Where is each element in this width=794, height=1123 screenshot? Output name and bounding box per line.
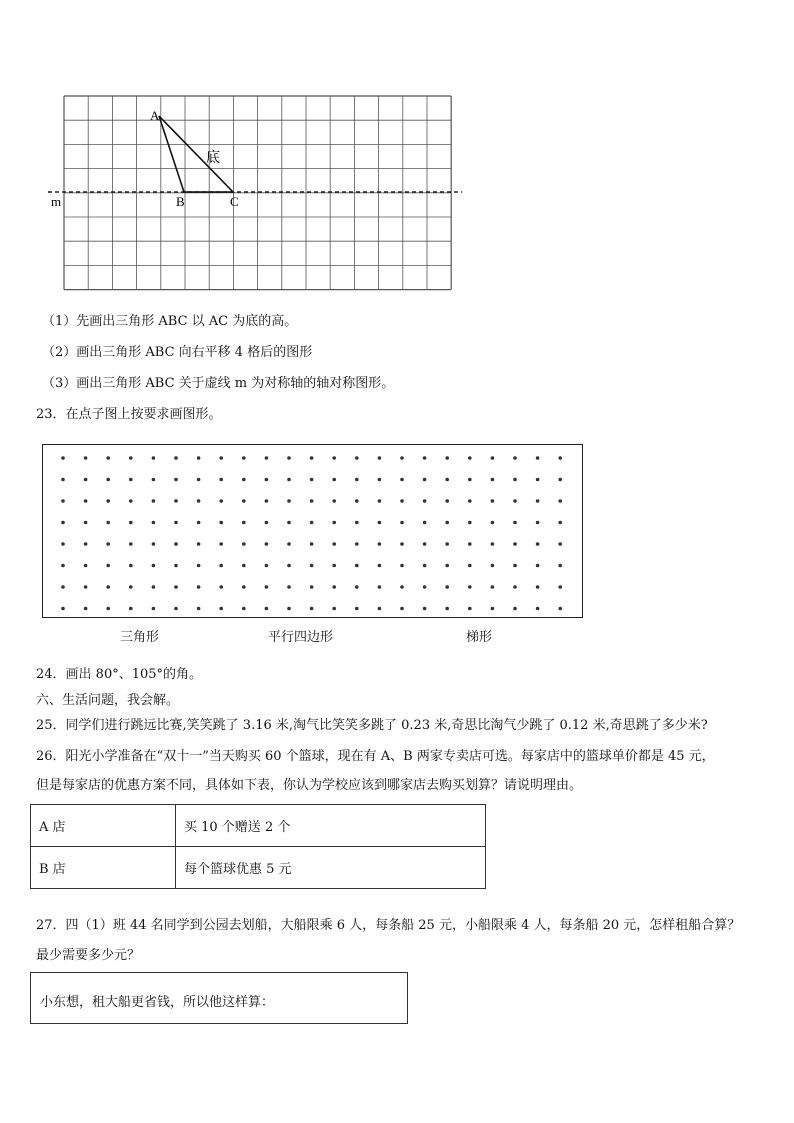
dot	[445, 456, 449, 460]
dot	[287, 564, 291, 568]
dot	[152, 542, 156, 546]
dot	[197, 499, 201, 503]
dot	[400, 521, 404, 525]
dot	[378, 478, 382, 482]
dot-paper	[42, 444, 583, 618]
dot	[310, 564, 314, 568]
dot	[332, 607, 336, 611]
dot	[491, 585, 495, 589]
dot	[513, 456, 517, 460]
dot	[152, 607, 156, 611]
label-trapezoid: 梯形	[466, 630, 493, 645]
dot	[152, 521, 156, 525]
dot	[491, 607, 495, 611]
dot	[355, 456, 359, 460]
dot	[61, 607, 65, 611]
dot	[400, 499, 404, 503]
dot	[106, 564, 110, 568]
dot	[378, 499, 382, 503]
dot	[61, 585, 65, 589]
label-parallelogram: 平行四边形	[268, 630, 334, 645]
dot	[355, 542, 359, 546]
dot	[174, 564, 178, 568]
dot	[332, 478, 336, 482]
dot	[355, 499, 359, 503]
dot	[219, 478, 223, 482]
dot	[468, 521, 472, 525]
dot	[152, 585, 156, 589]
label-b: B	[176, 194, 185, 209]
grid-figure	[46, 92, 466, 292]
dot	[445, 521, 449, 525]
dot	[61, 521, 65, 525]
dot	[445, 585, 449, 589]
dot	[491, 542, 495, 546]
dot	[129, 564, 133, 568]
dot	[219, 607, 223, 611]
offer-cell: 每个篮球优惠 5 元	[176, 847, 486, 889]
dot	[491, 521, 495, 525]
dot	[400, 564, 404, 568]
grid-lines	[64, 96, 451, 290]
dot	[310, 456, 314, 460]
dot	[61, 542, 65, 546]
dot	[536, 499, 540, 503]
dot	[129, 456, 133, 460]
dot	[400, 585, 404, 589]
dot	[287, 521, 291, 525]
dot	[513, 521, 517, 525]
dot	[242, 542, 246, 546]
answer-box	[30, 972, 408, 1024]
dot	[400, 542, 404, 546]
dot	[106, 478, 110, 482]
dot	[355, 521, 359, 525]
dot	[129, 478, 133, 482]
dot	[61, 456, 65, 460]
dot	[558, 478, 562, 482]
dot	[445, 478, 449, 482]
dot	[61, 499, 65, 503]
dot	[355, 607, 359, 611]
dot	[129, 585, 133, 589]
dot	[558, 499, 562, 503]
dot	[197, 564, 201, 568]
dot	[536, 542, 540, 546]
dot	[558, 607, 562, 611]
dot	[491, 456, 495, 460]
dot	[468, 607, 472, 611]
dot	[197, 607, 201, 611]
dot	[287, 456, 291, 460]
dot	[332, 564, 336, 568]
dot	[242, 521, 246, 525]
dot	[310, 542, 314, 546]
dot	[491, 499, 495, 503]
dot	[558, 564, 562, 568]
label-a: A	[150, 108, 160, 123]
dot	[513, 478, 517, 482]
dot	[423, 521, 427, 525]
dot	[152, 478, 156, 482]
dot	[106, 456, 110, 460]
dot	[265, 585, 269, 589]
dot	[219, 499, 223, 503]
dot	[152, 499, 156, 503]
dot	[513, 585, 517, 589]
q22-part-3: （3）画出三角形 ABC 关于虚线 m 为对称轴的轴对称图形。	[42, 376, 395, 391]
dot	[84, 564, 88, 568]
dot	[197, 542, 201, 546]
dot	[61, 564, 65, 568]
dot	[84, 542, 88, 546]
dot	[423, 499, 427, 503]
dot	[536, 585, 540, 589]
dot	[174, 478, 178, 482]
dot	[106, 585, 110, 589]
dot	[129, 521, 133, 525]
dot	[468, 542, 472, 546]
dot	[378, 607, 382, 611]
dot	[197, 478, 201, 482]
dot	[242, 607, 246, 611]
dot	[423, 564, 427, 568]
dot	[152, 564, 156, 568]
dot	[536, 564, 540, 568]
dot	[445, 542, 449, 546]
dot	[174, 499, 178, 503]
dot	[84, 478, 88, 482]
dot	[310, 585, 314, 589]
dot	[242, 564, 246, 568]
dot	[445, 607, 449, 611]
dot	[558, 456, 562, 460]
dot	[84, 607, 88, 611]
dot	[129, 542, 133, 546]
dot	[152, 456, 156, 460]
triangle-abc	[159, 116, 233, 192]
dot	[332, 542, 336, 546]
dot	[400, 456, 404, 460]
label-c: C	[230, 194, 239, 209]
dot	[558, 542, 562, 546]
dot	[197, 585, 201, 589]
dot	[219, 564, 223, 568]
dot	[174, 585, 178, 589]
dot	[174, 521, 178, 525]
dot	[84, 499, 88, 503]
store-cell: A 店	[31, 805, 176, 847]
dot	[129, 499, 133, 503]
dot	[513, 607, 517, 611]
dot	[265, 542, 269, 546]
dot	[310, 607, 314, 611]
q26-line-1: 26．阳光小学准备在“双十一”当天购买 60 个篮球，现在有 A、B 两家专卖店可选。每家店中的篮球单价都是 45 元，	[36, 749, 715, 764]
dot	[355, 478, 359, 482]
dot	[332, 521, 336, 525]
dot	[287, 478, 291, 482]
dot	[400, 478, 404, 482]
dot	[174, 542, 178, 546]
dot-grid	[43, 445, 581, 616]
dot	[378, 585, 382, 589]
dot	[219, 585, 223, 589]
label-base: 底	[206, 150, 220, 166]
dot	[536, 607, 540, 611]
dot	[378, 542, 382, 546]
dot	[378, 521, 382, 525]
dot	[468, 564, 472, 568]
dot	[491, 564, 495, 568]
q27-line-2: 最少需要多少元？	[36, 948, 141, 963]
dot	[468, 585, 472, 589]
dot	[310, 499, 314, 503]
dot	[106, 542, 110, 546]
answer-box-text: 小东想，租大船更省钱，所以他这样算：	[40, 995, 275, 1010]
q22-part-2: （2）画出三角形 ABC 向右平移 4 格后的图形	[42, 345, 313, 360]
dot	[423, 542, 427, 546]
dot	[536, 521, 540, 525]
dot	[84, 456, 88, 460]
dot	[423, 585, 427, 589]
dot	[197, 521, 201, 525]
dot	[423, 478, 427, 482]
dot	[219, 542, 223, 546]
dot	[468, 478, 472, 482]
q25-text: 25．同学们进行跳远比赛,笑笑跳了 3.16 米,淘气比笑笑多跳了 0.23 米,奇思比淘气少跳了 0.12 米,奇思跳了多少米?	[36, 718, 708, 733]
dot	[242, 585, 246, 589]
dot	[129, 607, 133, 611]
dot	[513, 542, 517, 546]
label-triangle: 三角形	[120, 630, 160, 645]
offer-cell: 买 10 个赠送 2 个	[176, 805, 486, 847]
dot	[106, 499, 110, 503]
dot	[491, 478, 495, 482]
dot	[287, 542, 291, 546]
dot	[174, 456, 178, 460]
dot	[106, 521, 110, 525]
dot	[513, 499, 517, 503]
dot	[84, 585, 88, 589]
dot	[242, 478, 246, 482]
offer-table	[30, 804, 486, 889]
dot	[445, 499, 449, 503]
dot	[265, 499, 269, 503]
dot	[468, 499, 472, 503]
store-cell: B 店	[31, 847, 176, 889]
dot	[378, 456, 382, 460]
section-6-heading: 六、生活问题，我会解。	[36, 693, 180, 708]
label-m: m	[51, 194, 62, 209]
dot	[536, 478, 540, 482]
dot	[423, 456, 427, 460]
dot	[558, 585, 562, 589]
dot	[378, 564, 382, 568]
dot	[310, 478, 314, 482]
dot	[332, 499, 336, 503]
dot	[536, 456, 540, 460]
dot	[242, 499, 246, 503]
dot	[84, 521, 88, 525]
dot	[265, 521, 269, 525]
dot	[197, 456, 201, 460]
dot	[265, 478, 269, 482]
dot	[61, 478, 65, 482]
dot	[355, 564, 359, 568]
q26-line-2: 但是每家店的优惠方案不同，具体如下表，你认为学校应该到哪家店去购买划算？请说明理由。	[36, 778, 583, 793]
dot	[332, 585, 336, 589]
dot	[265, 456, 269, 460]
q27-line-1: 27．四（1）班 44 名同学到公园去划船，大船限乘 6 人，每条船 25 元，小船限乘 4 人，每条船 20 元，怎样租船合算？	[36, 918, 741, 933]
dot	[468, 456, 472, 460]
dot	[174, 607, 178, 611]
dot	[219, 456, 223, 460]
q23-text: 23．在点子图上按要求画图形。	[36, 407, 222, 422]
dot	[265, 564, 269, 568]
table-row	[31, 805, 486, 847]
dot	[332, 456, 336, 460]
dot	[400, 607, 404, 611]
dot	[445, 564, 449, 568]
q24-text: 24．画出 80°、105°的角。	[36, 667, 203, 682]
dot	[287, 585, 291, 589]
dot	[106, 607, 110, 611]
dot	[513, 564, 517, 568]
dot	[287, 499, 291, 503]
dot	[355, 585, 359, 589]
dot	[265, 607, 269, 611]
table-row	[31, 847, 486, 889]
dot	[310, 521, 314, 525]
dot	[423, 607, 427, 611]
dot	[242, 456, 246, 460]
q22-part-1: （1）先画出三角形 ABC 以 AC 为底的高。	[42, 314, 298, 329]
dot	[558, 521, 562, 525]
dot	[287, 607, 291, 611]
dot	[219, 521, 223, 525]
